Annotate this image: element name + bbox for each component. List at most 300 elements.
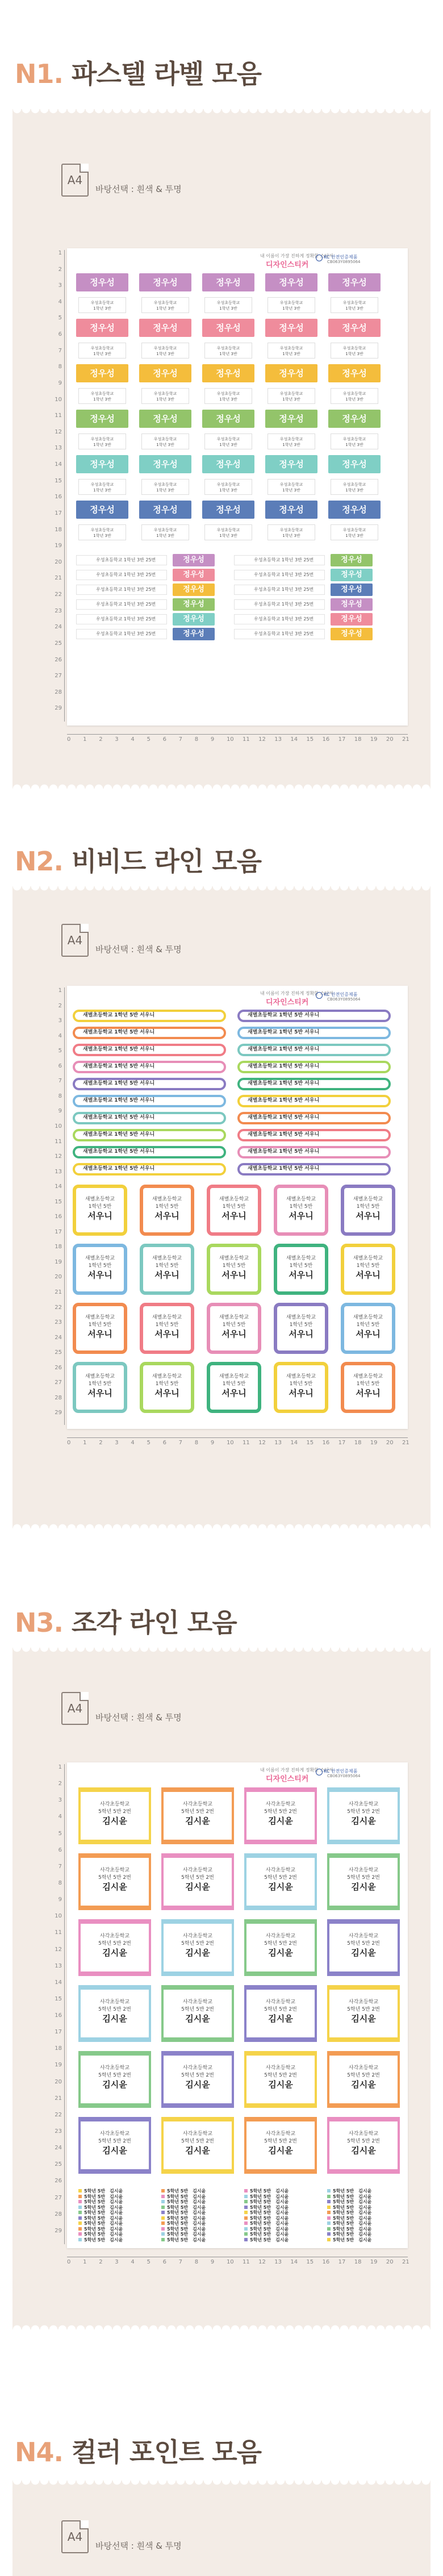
mini-name-label: [78, 2199, 158, 2204]
class-text: 5학년 5반 2번: [181, 1875, 214, 1881]
name-block-label: [327, 1985, 400, 2042]
name-card-label: [274, 1244, 328, 1295]
class-label-line: 우성초등학교: [90, 528, 114, 532]
name-label: 정우성: [328, 455, 381, 473]
section-title-n4: [15, 2432, 261, 2469]
ruler-tick: 0: [67, 1440, 71, 1446]
school-text: 새별초등학교: [286, 1197, 316, 1202]
ruler-tick: 2: [99, 1440, 103, 1446]
name-pill-label: 새별초등학교 1학년 5반 서우니: [73, 1044, 226, 1056]
ruler-tick: 10: [226, 1440, 234, 1446]
name-card-label: [341, 1362, 395, 1413]
mini-name-label: [244, 2232, 324, 2237]
long-label: 우성초등학교 1학년 3반 25번: [234, 570, 325, 580]
class-label-line: 1학년 3반: [345, 488, 363, 493]
student-name: 김시윤: [193, 2189, 206, 2194]
class-text: 1학년 5반: [289, 1381, 313, 1387]
class-label: [78, 433, 126, 449]
class-label: [141, 479, 189, 495]
class-text: 1학년 5반: [356, 1204, 380, 1210]
name-block-label: [244, 2051, 317, 2108]
name-block-label: [244, 1853, 317, 1910]
class-text: 5학년 5반: [167, 2210, 189, 2215]
class-text: 5학년 5반: [250, 2199, 271, 2204]
student-name: 김시윤: [275, 2215, 289, 2221]
student-name: 김시윤: [110, 2237, 123, 2242]
name-block-label: [327, 2051, 400, 2108]
class-label: [78, 343, 126, 359]
ruler-tick: 9: [210, 736, 215, 743]
student-name: 김시윤: [351, 2014, 376, 2024]
ruler-tick: 23: [55, 2128, 62, 2135]
name-block-label: [161, 2051, 234, 2108]
name-label: 정우성: [76, 410, 128, 428]
ruler-tick: 17: [338, 736, 346, 743]
student-name: 김시윤: [110, 2210, 123, 2215]
class-label-line: 1학년 3반: [93, 306, 111, 311]
kc-number: CB063Y0895064: [327, 997, 361, 1002]
ruler-tick: 20: [55, 558, 62, 565]
student-name: 김시윤: [185, 1948, 210, 1958]
name-card-label: [140, 1185, 194, 1236]
class-text: 5학년 5반: [250, 2226, 271, 2232]
class-text: 5학년 5반: [84, 2194, 106, 2199]
student-name: 김시윤: [193, 2204, 206, 2210]
background-select-label: 바탕선택 : 흰색 & 투명: [95, 944, 182, 954]
ruler-tick: 6: [162, 1440, 166, 1446]
name-block-label: [327, 1787, 400, 1844]
ruler-tick: 10: [55, 1123, 62, 1129]
name-block-label: [78, 2117, 151, 2174]
class-text: 5학년 5반 2번: [98, 2139, 131, 2144]
mini-name-label: [244, 2210, 324, 2215]
long-label: 우성초등학교 1학년 3반 25번: [76, 570, 167, 580]
class-label-line: 1학년 3반: [219, 443, 237, 447]
class-label: [204, 297, 252, 313]
school-text: 사각초등학교: [99, 2065, 130, 2071]
name-label: 정우성: [173, 598, 215, 611]
ruler-tick: 5: [58, 1048, 62, 1054]
ruler-tick: 14: [290, 736, 298, 743]
class-text: 1학년 5반: [88, 1381, 112, 1387]
student-name: 서우니: [289, 1270, 314, 1280]
name-label: 정우성: [76, 364, 128, 382]
class-label-line: 우성초등학교: [90, 437, 114, 441]
student-name: 서우니: [289, 1388, 314, 1398]
color-dot-icon: [244, 2227, 248, 2231]
class-label-line: 1학년 3반: [219, 533, 237, 538]
ruler-tick: 2: [99, 736, 103, 743]
vertical-ruler: [53, 987, 65, 1425]
class-label: [204, 524, 252, 540]
school-text: 새별초등학교: [85, 1315, 115, 1320]
ruler-tick: 1: [83, 2259, 87, 2265]
class-text: 5학년 5반: [250, 2210, 271, 2215]
name-label: 정우성: [202, 273, 254, 291]
student-name: 김시윤: [268, 2014, 293, 2024]
color-dot-icon: [327, 2232, 331, 2236]
ruler-tick: 2: [58, 1002, 62, 1009]
ruler-tick: 16: [55, 494, 62, 501]
mini-name-label: [78, 2189, 158, 2194]
student-name: 서우니: [154, 1329, 179, 1339]
color-dot-icon: [78, 2227, 82, 2231]
class-text: 5학년 5반 2번: [264, 1875, 297, 1881]
student-name: 김시윤: [102, 1816, 127, 1826]
color-dot-icon: [78, 2211, 82, 2214]
ruler-tick: 20: [55, 1274, 62, 1281]
name-card-label: [207, 1244, 261, 1295]
ruler-tick: 4: [131, 736, 135, 743]
ruler-tick: 4: [58, 1032, 62, 1039]
student-name: 서우니: [356, 1329, 381, 1339]
color-dot-icon: [161, 2206, 165, 2209]
student-name: 김시윤: [268, 1816, 293, 1826]
class-label-line: 우성초등학교: [342, 301, 366, 305]
mini-name-label: [327, 2194, 407, 2199]
student-name: 김시윤: [275, 2232, 289, 2237]
ruler-tick: 1: [83, 1440, 87, 1446]
class-text: 5학년 5반 2번: [98, 2007, 131, 2012]
class-text: 5학년 5반: [167, 2189, 189, 2194]
ruler-tick: 10: [55, 1913, 62, 1920]
color-dot-icon: [327, 2221, 331, 2225]
ruler-tick: 19: [370, 2259, 378, 2265]
class-text: 1학년 5반: [88, 1263, 112, 1269]
ruler-tick: 3: [58, 1797, 62, 1804]
class-text: 5학년 5반: [333, 2221, 354, 2226]
student-name: 김시윤: [185, 2145, 210, 2156]
student-name: 김시윤: [268, 1948, 293, 1958]
color-dot-icon: [78, 2206, 82, 2209]
student-name: 김시윤: [351, 1882, 376, 1892]
long-label: 우성초등학교 1학년 3반 25번: [234, 555, 325, 565]
class-text: 5학년 5반 2번: [181, 2139, 214, 2144]
kc-cert-icon: [316, 992, 323, 999]
class-label-line: 우성초등학교: [90, 482, 114, 487]
class-text: 5학년 5반: [167, 2199, 189, 2204]
ruler-tick: 14: [290, 2259, 298, 2265]
class-label-line: 1학년 3반: [156, 443, 174, 447]
class-label-line: 1학년 3반: [219, 397, 237, 402]
mini-name-label: [161, 2237, 241, 2242]
mini-name-label: [327, 2199, 407, 2204]
ruler-tick: 0: [67, 2259, 71, 2265]
name-label: 정우성: [331, 613, 373, 626]
ruler-tick: 20: [386, 2259, 394, 2265]
color-dot-icon: [327, 2206, 331, 2209]
brand-logo: 디자인스티커: [266, 1775, 309, 1783]
name-label: 정우성: [328, 501, 381, 519]
ruler-tick: 13: [274, 736, 282, 743]
kc-label: KC 안전인증제품: [324, 992, 358, 997]
name-card-label: [73, 1244, 127, 1295]
ruler-tick: 6: [162, 2259, 166, 2265]
section-n2: [0, 795, 443, 1534]
section-heading: 파스텔 라벨 모음: [72, 59, 262, 89]
color-dot-icon: [78, 2221, 82, 2225]
ruler-tick: 4: [131, 1440, 135, 1446]
ruler-tick: 11: [243, 2259, 250, 2265]
kc-label: KC 안전인증제품: [324, 255, 358, 260]
school-text: 새별초등학교: [353, 1197, 383, 1202]
class-text: 5학년 5반: [250, 2204, 271, 2210]
class-text: 1학년 5반: [88, 1204, 112, 1210]
long-label: 우성초등학교 1학년 3반 25번: [76, 585, 167, 595]
ruler-tick: 21: [402, 2259, 409, 2265]
name-block-label: [244, 1985, 317, 2042]
name-card-label: [274, 1185, 328, 1236]
color-dot-icon: [327, 2216, 331, 2220]
student-name: 서우니: [289, 1329, 314, 1339]
class-label-line: 1학년 3반: [345, 443, 363, 447]
name-label: 정우성: [328, 319, 381, 337]
school-text: 사각초등학교: [348, 2131, 379, 2137]
ruler-tick: 12: [258, 736, 266, 743]
student-name: 김시윤: [193, 2210, 206, 2215]
ruler-tick: 27: [55, 673, 62, 680]
ruler-tick: 18: [354, 736, 362, 743]
ruler-tick: 21: [55, 1289, 62, 1296]
name-block-label: [327, 2117, 400, 2174]
preview-panel-n1: [12, 109, 431, 789]
ruler-tick: 13: [274, 2259, 282, 2265]
color-dot-icon: [244, 2238, 248, 2241]
class-text: 5학년 5반: [250, 2215, 271, 2221]
class-text: 5학년 5반 2번: [181, 2073, 214, 2078]
class-text: 1학년 5반: [155, 1263, 179, 1269]
class-text: 5학년 5반 2번: [347, 1875, 380, 1881]
ruler-tick: 7: [178, 736, 183, 743]
student-name: 김시윤: [193, 2221, 206, 2226]
class-text: 5학년 5반: [84, 2237, 106, 2242]
school-text: 사각초등학교: [182, 1933, 213, 1939]
school-text: 새별초등학교: [152, 1197, 182, 1202]
name-card-label: [140, 1303, 194, 1354]
ruler-tick: 13: [55, 1962, 62, 1969]
vertical-ruler: [53, 1764, 65, 2244]
class-text: 5학년 5반: [250, 2221, 271, 2226]
class-label-line: 우성초등학교: [216, 528, 240, 532]
class-text: 5학년 5반 2번: [347, 1809, 380, 1815]
class-text: 5학년 5반: [333, 2189, 354, 2194]
class-text: 1학년 5반: [155, 1322, 179, 1328]
name-block-label: [161, 2117, 234, 2174]
student-name: 김시윤: [358, 2210, 372, 2215]
ruler-tick: 8: [194, 1440, 199, 1446]
ruler-tick: 25: [55, 2161, 62, 2168]
student-name: 서우니: [154, 1270, 179, 1280]
color-dot-icon: [244, 2206, 248, 2209]
school-text: 새별초등학교: [353, 1256, 383, 1261]
ruler-tick: 6: [58, 1846, 62, 1853]
student-name: 김시윤: [351, 1948, 376, 1958]
student-name: 서우니: [222, 1270, 246, 1280]
name-label: 정우성: [265, 364, 317, 382]
ruler-tick: 29: [55, 705, 62, 712]
student-name: 김시윤: [102, 1882, 127, 1892]
student-name: 김시윤: [351, 2145, 376, 2156]
mini-name-label: [327, 2227, 407, 2232]
ruler-tick: 15: [55, 1198, 62, 1205]
ruler-tick: 4: [58, 1814, 62, 1820]
class-label: [141, 388, 189, 404]
ruler-tick: 29: [55, 1410, 62, 1416]
class-text: 5학년 5반 2번: [181, 2007, 214, 2012]
student-name: 김시윤: [185, 2079, 210, 2090]
sticker-sheet: [67, 1762, 408, 2248]
color-dot-icon: [161, 2238, 165, 2241]
ruler-tick: 17: [55, 510, 62, 516]
student-name: 김시윤: [275, 2199, 289, 2204]
school-text: 새별초등학교: [219, 1315, 249, 1320]
name-label: 정우성: [328, 410, 381, 428]
color-dot-icon: [161, 2232, 165, 2236]
name-label: 정우성: [76, 501, 128, 519]
school-text: 새별초등학교: [353, 1315, 383, 1320]
student-name: 김시윤: [110, 2232, 123, 2237]
mini-name-label: [78, 2205, 158, 2210]
color-dot-icon: [244, 2221, 248, 2225]
mini-name-label: [161, 2205, 241, 2210]
name-label: 정우성: [173, 569, 215, 581]
color-dot-icon: [161, 2227, 165, 2231]
student-name: 김시윤: [110, 2189, 123, 2194]
class-label-line: 1학년 3반: [282, 488, 300, 493]
class-text: 5학년 5반: [333, 2237, 354, 2242]
school-text: 새별초등학교: [152, 1315, 182, 1320]
mini-name-label: [161, 2227, 241, 2232]
mini-name-label: [244, 2199, 324, 2204]
ruler-tick: 28: [55, 689, 62, 695]
school-text: 사각초등학교: [265, 2131, 296, 2137]
class-text: 1학년 5반: [356, 1381, 380, 1387]
name-block-label: [161, 1919, 234, 1976]
color-dot-icon: [161, 2211, 165, 2214]
ruler-tick: 3: [115, 736, 119, 743]
class-text: 5학년 5반 2번: [98, 2073, 131, 2078]
name-card-label: [73, 1303, 127, 1354]
mini-name-label: [327, 2221, 407, 2226]
class-text: 5학년 5반: [167, 2204, 189, 2210]
student-name: 김시윤: [351, 1816, 376, 1826]
class-label: [204, 388, 252, 404]
name-label: 정우성: [173, 554, 215, 566]
ruler-tick: 20: [386, 736, 394, 743]
mini-name-label: [244, 2194, 324, 2199]
ruler-tick: 3: [115, 1440, 119, 1446]
student-name: 김시윤: [275, 2210, 289, 2215]
mini-name-label: [244, 2205, 324, 2210]
class-label: [78, 479, 126, 495]
ruler-tick: 6: [58, 1062, 62, 1069]
mini-name-label: [244, 2189, 324, 2194]
ruler-tick: 20: [55, 2078, 62, 2085]
ruler-tick: 17: [338, 1440, 346, 1446]
school-text: 사각초등학교: [99, 2131, 130, 2137]
student-name: 김시윤: [102, 1948, 127, 1958]
name-label: 정우성: [331, 598, 373, 611]
color-dot-icon: [244, 2200, 248, 2203]
class-label-line: 우성초등학교: [279, 391, 303, 396]
name-label: 정우성: [202, 319, 254, 337]
name-label: 정우성: [331, 554, 373, 566]
class-text: 1학년 5반: [289, 1204, 313, 1210]
student-name: 김시윤: [110, 2204, 123, 2210]
ruler-tick: 13: [55, 445, 62, 452]
class-text: 5학년 5반: [333, 2215, 354, 2221]
name-block-label: [161, 1853, 234, 1910]
ruler-tick: 11: [243, 736, 250, 743]
school-text: 사각초등학교: [99, 1868, 130, 1873]
ruler-tick: 18: [55, 2045, 62, 2052]
name-block-label: [78, 2051, 151, 2108]
class-label-line: 우성초등학교: [216, 437, 240, 441]
ruler-tick: 13: [274, 1440, 282, 1446]
long-label: 우성초등학교 1학년 3반 25번: [76, 614, 167, 624]
kc-cert-icon: [316, 1769, 323, 1775]
brand-header: [67, 1766, 408, 1783]
class-label-line: 우성초등학교: [153, 391, 177, 396]
horizontal-ruler: [67, 2257, 408, 2267]
class-label-line: 우성초등학교: [279, 528, 303, 532]
name-block-label: [78, 1985, 151, 2042]
name-pill-label: 새별초등학교 1학년 5반 서우니: [237, 1044, 391, 1056]
name-card-label: [274, 1303, 328, 1354]
student-name: 김시윤: [358, 2221, 372, 2226]
class-text: 5학년 5반: [84, 2221, 106, 2226]
school-text: 사각초등학교: [99, 1933, 130, 1939]
class-label: [78, 297, 126, 313]
class-text: 5학년 5반 2번: [347, 2073, 380, 2078]
ruler-tick: 4: [131, 2259, 135, 2265]
class-label-line: 우성초등학교: [342, 391, 366, 396]
student-name: 서우니: [222, 1329, 246, 1339]
student-name: 김시윤: [185, 1882, 210, 1892]
class-text: 1학년 5반: [155, 1204, 179, 1210]
ruler-tick: 18: [55, 526, 62, 533]
class-label-line: 1학년 3반: [345, 533, 363, 538]
class-text: 5학년 5반: [167, 2194, 189, 2199]
student-name: 김시윤: [358, 2199, 372, 2204]
sticker-sheet: [67, 248, 408, 726]
name-label: 정우성: [139, 319, 191, 337]
mini-name-label: [244, 2216, 324, 2221]
class-text: 5학년 5반: [84, 2226, 106, 2232]
student-name: 김시윤: [358, 2232, 372, 2237]
ruler-tick: 5: [58, 315, 62, 322]
ruler-tick: 3: [58, 282, 62, 289]
mini-name-label: [78, 2216, 158, 2221]
class-text: 5학년 5반: [250, 2237, 271, 2242]
name-label: 정우성: [202, 455, 254, 473]
school-text: 사각초등학교: [265, 1999, 296, 2005]
class-text: 5학년 5반: [84, 2232, 106, 2237]
ruler-tick: 25: [55, 640, 62, 647]
color-dot-icon: [244, 2216, 248, 2220]
vertical-ruler: [53, 250, 65, 722]
class-label-line: 우성초등학교: [153, 482, 177, 487]
color-dot-icon: [327, 2195, 331, 2198]
class-label-line: 1학년 3반: [156, 306, 174, 311]
long-label: 우성초등학교 1학년 3반 25번: [234, 599, 325, 610]
student-name: 서우니: [356, 1270, 381, 1280]
ruler-tick: 17: [338, 2259, 346, 2265]
color-dot-icon: [327, 2200, 331, 2203]
name-card-label: [207, 1185, 261, 1236]
section-n1: [0, 0, 443, 795]
name-pill-label: 새별초등학교 1학년 5반 서우니: [237, 1112, 391, 1124]
